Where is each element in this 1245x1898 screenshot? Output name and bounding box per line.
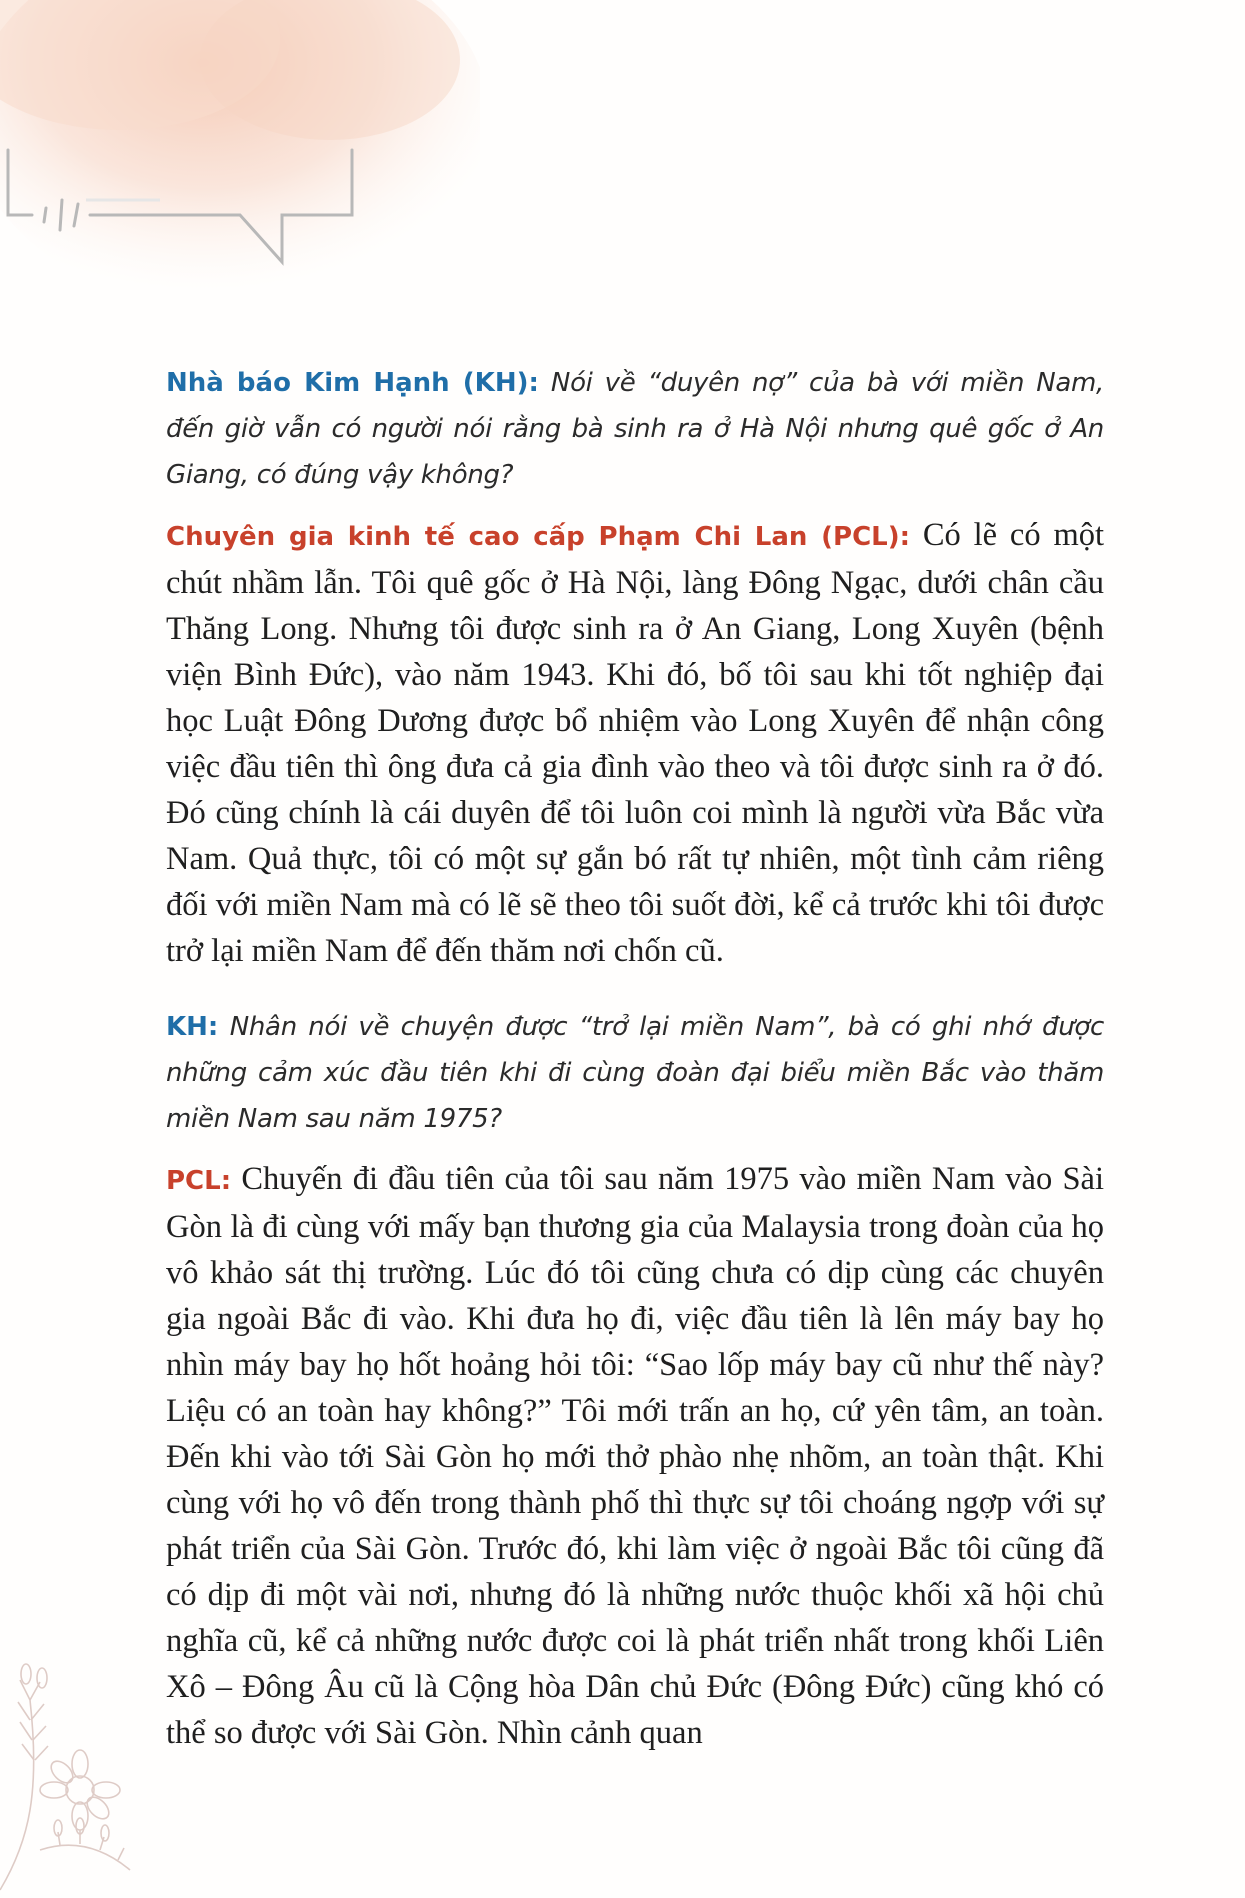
speaker-label-pcl: Chuyên gia kinh tế cao cấp Phạm Chi Lan (PCL):	[166, 522, 911, 552]
floral-sprig-icon	[0, 1640, 150, 1898]
answer-text: Có lẽ có một chút nhầm lẫn. Tôi quê gốc ở Hà Nội, làng Đông Ngạc, dưới chân cầu Thăng Long. Nhưng tôi được sinh ra ở An Giang, Long Xuyên (bệnh viện Bình Đức), vào năm 1943. Khi đó, bố tôi sau khi tốt nghiệp đại học Luật Đông Dương được bổ nhiệm vào Long Xuyên để nhận công việc đầu tiên thì ông đưa cả gia đình vào theo và tôi được sinh ra ở đó. Đó cũng chính là cái duyên để tôi luôn coi mình là người vừa Bắc vừa Nam. Quả thực, tôi có một sự gắn bó rất tự nhiên, một tình cảm riêng đối với miền Nam mà có lẽ sẽ theo tôi suốt đời, kể cả trước khi tôi được trở lại miền Nam để đến thăm nơi chốn cũ.	[166, 517, 1105, 969]
question-1	[166, 360, 1104, 498]
speaker-label-kh: KH:	[166, 1012, 219, 1042]
interview-body	[166, 360, 1104, 1756]
answer-2	[166, 1156, 1104, 1756]
answer-text: Chuyến đi đầu tiên của tôi sau năm 1975 vào miền Nam vào Sài Gòn là đi cùng với mấy bạn thương gia của Malaysia trong đoàn của họ vô khảo sát thị trường. Lúc đó tôi cũng chưa có dịp cùng các chuyên gia ngoài Bắc đi vào. Khi đưa họ đi, việc đầu tiên là lên máy bay họ nhìn máy bay họ hốt hoảng hỏi tôi: “Sao lốp máy bay cũ như thế này? Liệu có an toàn hay không?” Tôi mới trấn an họ, cứ yên tâm, an toàn. Đến khi vào tới Sài Gòn họ mới thở phào nhẹ nhõm, an toàn thật. Khi cùng với họ vô đến trong thành phố thì thực sự tôi choáng ngợp với sự phát triển của Sài Gòn. Trước đó, khi làm việc ở ngoài Bắc tôi cũng đã có dịp đi một vài nơi, nhưng đó là những nước thuộc khối xã hội chủ nghĩa cũ, kể cả những nước được coi là phát triển nhất trong khối Liên Xô – Đông Âu cũ là Cộng hòa Dân chủ Đức (Đông Đức) cũng khó có thể so được với Sài Gòn. Nhìn cảnh quan	[166, 1161, 1104, 1751]
question-text: Nhân nói về chuyện được “trở lại miền Nam”, bà có ghi nhớ được những cảm xúc đầu tiên khi đi cùng đoàn đại biểu miền Bắc vào thăm miền Nam sau năm 1975?	[166, 1012, 1104, 1134]
speaker-label-kh: Nhà báo Kim Hạnh (KH):	[166, 368, 539, 398]
speech-bubble-icon	[0, 0, 480, 340]
answer-1	[166, 512, 1104, 974]
question-text: Nói về “duyên nợ” của bà với miền Nam, đến giờ vẫn có người nói rằng bà sinh ra ở Hà Nội nhưng quê gốc ở An Giang, có đúng vậy không?	[166, 368, 1104, 490]
speaker-label-pcl: PCL:	[166, 1166, 232, 1196]
question-2	[166, 1004, 1104, 1142]
